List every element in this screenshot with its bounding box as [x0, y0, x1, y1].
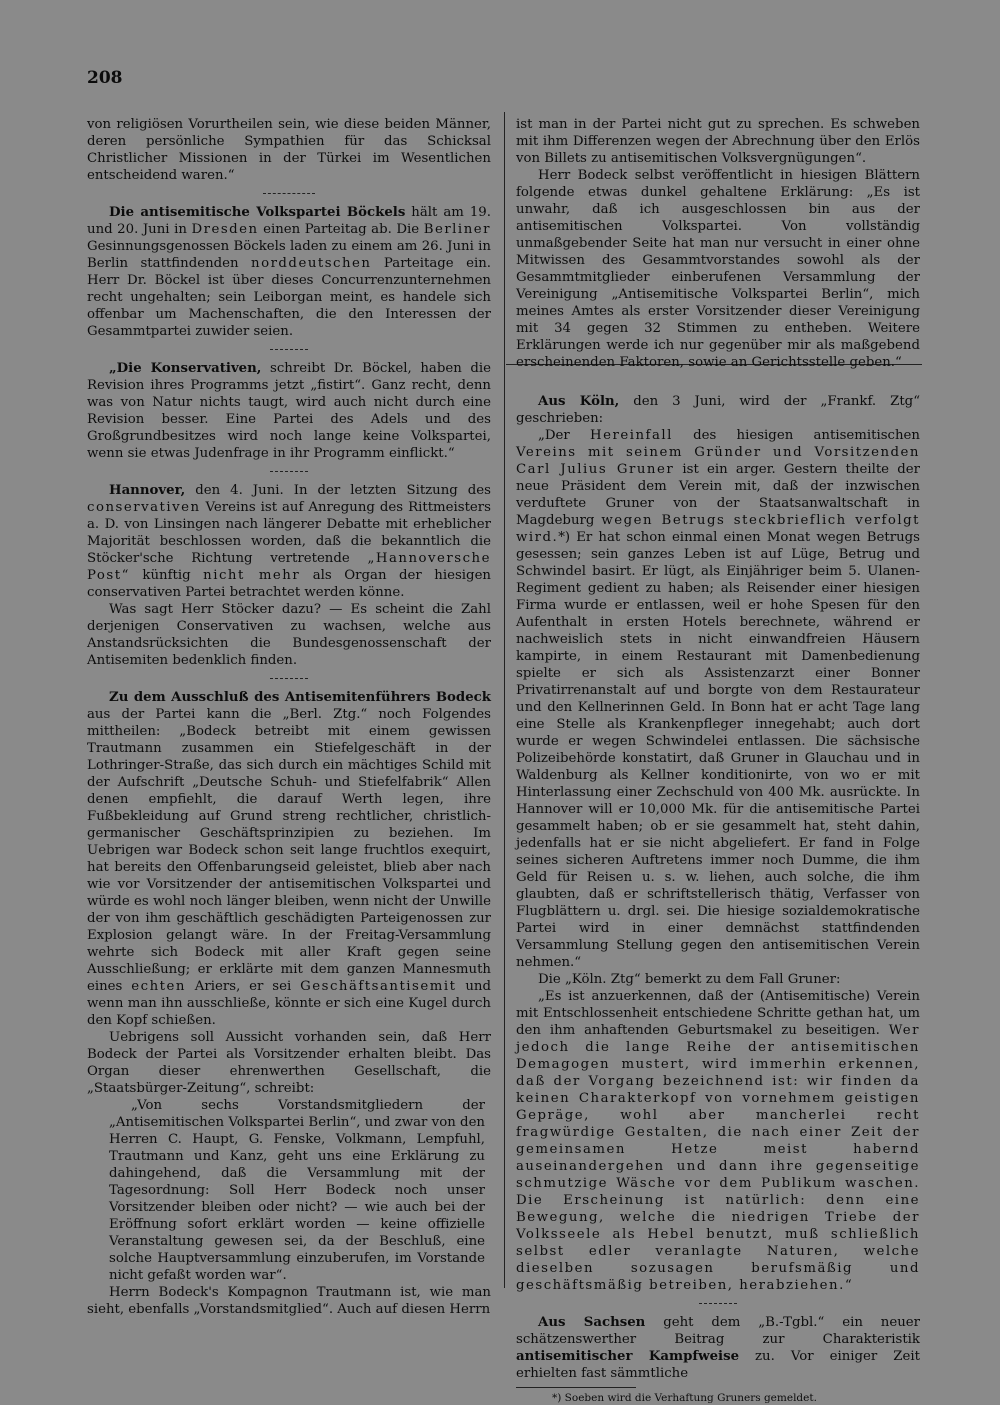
separator — [699, 1303, 737, 1304]
article-boeckel: Die antisemitische Volkspartei Böckels hält am 19. und 20. Juni in Dresden einen Parteitag ab. Die Berliner Gesinnungsgenossen Böckels laden zu einem am 26. Juni in Berlin stattfindenden norddeutschen Parteitage ein. Herr Dr. Böckel ist über dieses Concurrenzunternehmen recht ungehalten; sein Leiborgan meint, es handele sich offenbar um Machenschaften, die den Interessen der Gesammtpartei zuwider seien. — [87, 205, 491, 339]
page-number: 208 — [87, 68, 123, 88]
article-heading: Zu dem Ausschluß des Antisemitenführers Bodeck — [109, 690, 491, 705]
right-column — [516, 116, 920, 1405]
paragraph: „Der Hereinfall des hiesigen antisemitischen Vereins mit seinem Gründer und Vorsitzenden Carl Julius Gruner ist ein arger. Gestern theilte der neue Präsident dem Verein mit, daß der inzwischen verduftete Gruner von der Staatsanwaltschaft in Magdeburg wegen Betrugs steckbrieflich verfolgt wird.*) Er hat schon einmal einen Monat wegen Betrugs gesessen; sein ganzes Leben ist auf Lüge, Betrug und Schwindel basirt. Er lügt, als Einjähriger beim 5. Ulanen-Regiment gedient zu haben; als Reisender einer hiesigen Firma wurde er entlassen, weil er hohe Spesen für den Aufenthalt in ersten Hotels berechnete, während er nachweislich stets in nicht einwandfreien Häusern kampirte, in einem Restaurant mit Damenbedienung spielte er sich als Assistenzarzt einer Bonner Privatirrenanstalt auf und borgte von dem Restaurateur und den Kellnerinnen Geld. In Bonn hat er acht Tage lang eine Stelle als Krankenpfleger innegehabt; auch dort wurde er wegen Schwindelei entlassen. Die sächsische Polizeibehörde konstatirt, daß Gruner in Glauchau und in Waldenburg als Kellner konditionirte, von wo er mit Hinterlassung einer Zechschuld von 400 Mk. ausrückte. In Hannover will er 10,000 Mk. für die antisemitische Partei gesammelt haben; ob er sie gesammelt hat, steht dahin, jedenfalls hat er sie nicht abgeliefert. Er fand in Folge seines sicheren Auftretens immer noch Dumme, die ihm Geld für Reisen u. s. w. liehen, auch solche, die ihm glaubten, daß er schriftstellerisch thätig, Verfasser von Flugblättern u. drgl. sei. Die hiesige sozialdemokratische Partei wird in einer demnächst stattfindenden Versammlung Stellung gegen den antisemitischen Verein nehmen.“ — [516, 428, 921, 970]
separator — [270, 678, 308, 679]
paragraph: ist man in der Partei nicht gut zu sprechen. Es schweben mit ihm Differenzen wegen der Abrechnung über den Erlös von Billets zu antisemitischen Volksvergnügungen“. — [516, 117, 920, 166]
article-heading: Die antisemitische Volkspartei Böckels — [109, 205, 406, 220]
article-sachsen: Aus Sachsen geht dem „B.-Tgbl.“ ein neuer schätzenswerther Beitrag zur Charakteristik antisemitischer Kampfweise zu. Vor einiger Zeit erhielten fast sämmtliche — [516, 1315, 920, 1381]
separator — [263, 193, 315, 194]
article-bodeck: Zu dem Ausschluß des Antisemitenführers Bodeck aus der Partei kann die „Berl. Ztg.“ noch Folgendes mittheilen: „Bodeck betreibt mit einem gewissen Trautmann zusammen ein Stiefelgeschäft in der Lothringer-Straße, das sich durch ein mächtiges Schild mit der Aufschrift „Deutsche Schuh- und Stiefelfabrik“ Allen denen empfiehlt, die darauf Werth legen, ihre Fußbekleidung auf Grund streng rechtlicher, christlich-germanischer Geschäftsprinzipien zu beziehen. Im Uebrigen war Bodeck schon seit lange fruchtlos exequirt, hat bereits den Offenbarungseid geleistet, blieb aber nach wie vor Vorsitzender der antisemitischen Volkspartei und würde es wohl noch länger bleiben, wenn nicht der Unwille der von ihm geschäftlich geschädigten Parteigenossen zur Explosion gelangt wäre. In der Freitag-Versammlung wehrte sich Bodeck mit aller Kraft gegen seine Ausschließung; er erklärte mit dem ganzen Mannesmuth eines echten Ariers, er sei Geschäftsantisemit und wenn man ihn ausschließe, könnte er sich eine Kugel durch den Kopf schießen. — [87, 690, 491, 1028]
paragraph: Die „Köln. Ztg“ bemerkt zu dem Fall Gruner: — [538, 972, 841, 987]
paragraph: Was sagt Herr Stöcker dazu? — Es scheint die Zahl derjenigen Conservativen zu wachsen, welche aus Anstandsrücksichten die Bundesgenossenschaft der Antisemiten bedenklich finden. — [87, 602, 491, 668]
article-heading: Aus Sachsen — [538, 1315, 646, 1330]
quote-paragraph: „Von sechs Vorstandsmitgliedern der „Antisemitischen Volkspartei Berlin“, und zwar von den Herren C. Haupt, G. Fenske, Volkmann, Lempfuhl, Trautmann und Kanz, geht uns eine Erklärung zu dahingehend, daß die Versammlung mit der Tagesordnung: Soll Herr Bodeck noch unser Vorsitzender bleiben oder nicht? — wie auch bei der Eröffnung sofort erklärt worden — keine offizielle Veranstaltung gewesen sei, da der Beschluß, eine solche Hauptversammlung einzuberufen, im Vorstande nicht gefaßt worden war“. — [109, 1098, 485, 1283]
article-heading: „Die Konservativen, — [109, 361, 262, 376]
paragraph: Herrn Bodeck's Kompagnon Trautmann ist, wie man sieht, ebenfalls „Vorstandsmitglied“. Auch auf diesen Herrn — [87, 1285, 491, 1317]
left-column — [87, 116, 491, 1318]
footnote-rule — [516, 1387, 636, 1388]
article-heading: Aus Köln, — [538, 394, 620, 409]
paragraph: von religiösen Vorurtheilen sein, wie diese beiden Männer, deren persönliche Sympathien für das Schicksal Christlicher Missionen in der Türkei im Wesentlichen entscheidend waren.“ — [87, 117, 491, 183]
column-divider — [504, 112, 505, 1288]
article-heading: Hannover, — [109, 483, 186, 498]
separator — [270, 349, 308, 350]
article-hannover: Hannover, den 4. Juni. In der letzten Sitzung des conservativen Vereins ist auf Anregung des Rittmeisters a. D. von Linsingen nach längerer Debatte mit erheblicher Majorität beschlossen worden, daß die bekanntlich die Stöcker'sche Richtung vertretende „Hannoversche Post“ künftig nicht mehr als Organ der hiesigen conservativen Partei betrachtet werden könne. — [87, 483, 492, 600]
article-konservativen: „Die Konservativen, schreibt Dr. Böckel, haben die Revision ihres Programms jetzt „fistirt“. Ganz recht, denn was von Natur nichts taugt, wird auch nicht durch eine Revision besser. Eine Partei des Adels und des Großgrundbesitzes wird noch lange keine Volkspartei, wenn sie etwas Judenfrage in ihr Programm einflickt.“ — [87, 361, 491, 461]
footnote: *) Soeben wird die Verhaftung Gruners gemeldet. — [552, 1392, 817, 1404]
paragraph: Uebrigens soll Aussicht vorhanden sein, daß Herr Bodeck der Partei als Vorsitzender erhalten bleibt. Das Organ dieser ehrenwerthen Gesellschaft, die „Staatsbürger-Zeitung“, schreibt: — [87, 1030, 491, 1096]
article-koeln: Aus Köln, den 3 Juni, wird der „Frankf. Ztg“ geschrieben: — [516, 394, 920, 426]
paragraph: „Es ist anzuerkennen, daß der (Antisemitische) Verein mit Entschlossenheit entschiedene Schritte gethan hat, um den ihm anhaftenden Geburtsmakel zu beseitigen. Wer jedoch die lange Reihe der antisemitischen Demagogen mustert, wird immerhin erkennen, daß der Vorgang bezeichnend ist: wir finden da keinen Charakterkopf von vornehmem geistigen Gepräge, wohl aber mancherlei recht fragwürdige Gestalten, die nach einer Zeit der gemeinsamen Hetze meist habernd auseinandergehen und dann ihre gegenseitige schmutzige Wäsche vor dem Publikum waschen. Die Erscheinung ist natürlich: denn eine Bewegung, welche die niedrigen Triebe der Volksseele als Hebel benutzt, muß schließlich selbst edler veranlagte Naturen, welche dieselben sozusagen berufsmäßig und geschäftsmäßig betreiben, herabziehen.“ — [516, 989, 920, 1293]
paragraph: Herr Bodeck selbst veröffentlicht in hiesigen Blättern folgende etwas dunkel gehaltene Erklärung: „Es ist unwahr, daß ich ausgeschlossen bin aus der antisemitischen Volkspartei. Von vollständig unmaßgebender Seite hat man nur versucht in einer ohne Mitwissen des Gesammtvorstandes sowohl als der Gesammtmitglieder einberufenen Versammlung der Vereinigung „Antisemitische Volkspartei Berlin“, mich meines Amtes als erster Vorsitzender dieser Vereinigung mit 34 gegen 32 Stimmen zu entheben. Weitere Erklärungen werde ich nur gegenüber mir als maßgebend erscheinenden Faktoren, sowie an Gerichtsstelle geben.“ — [516, 168, 920, 370]
separator — [270, 471, 308, 472]
